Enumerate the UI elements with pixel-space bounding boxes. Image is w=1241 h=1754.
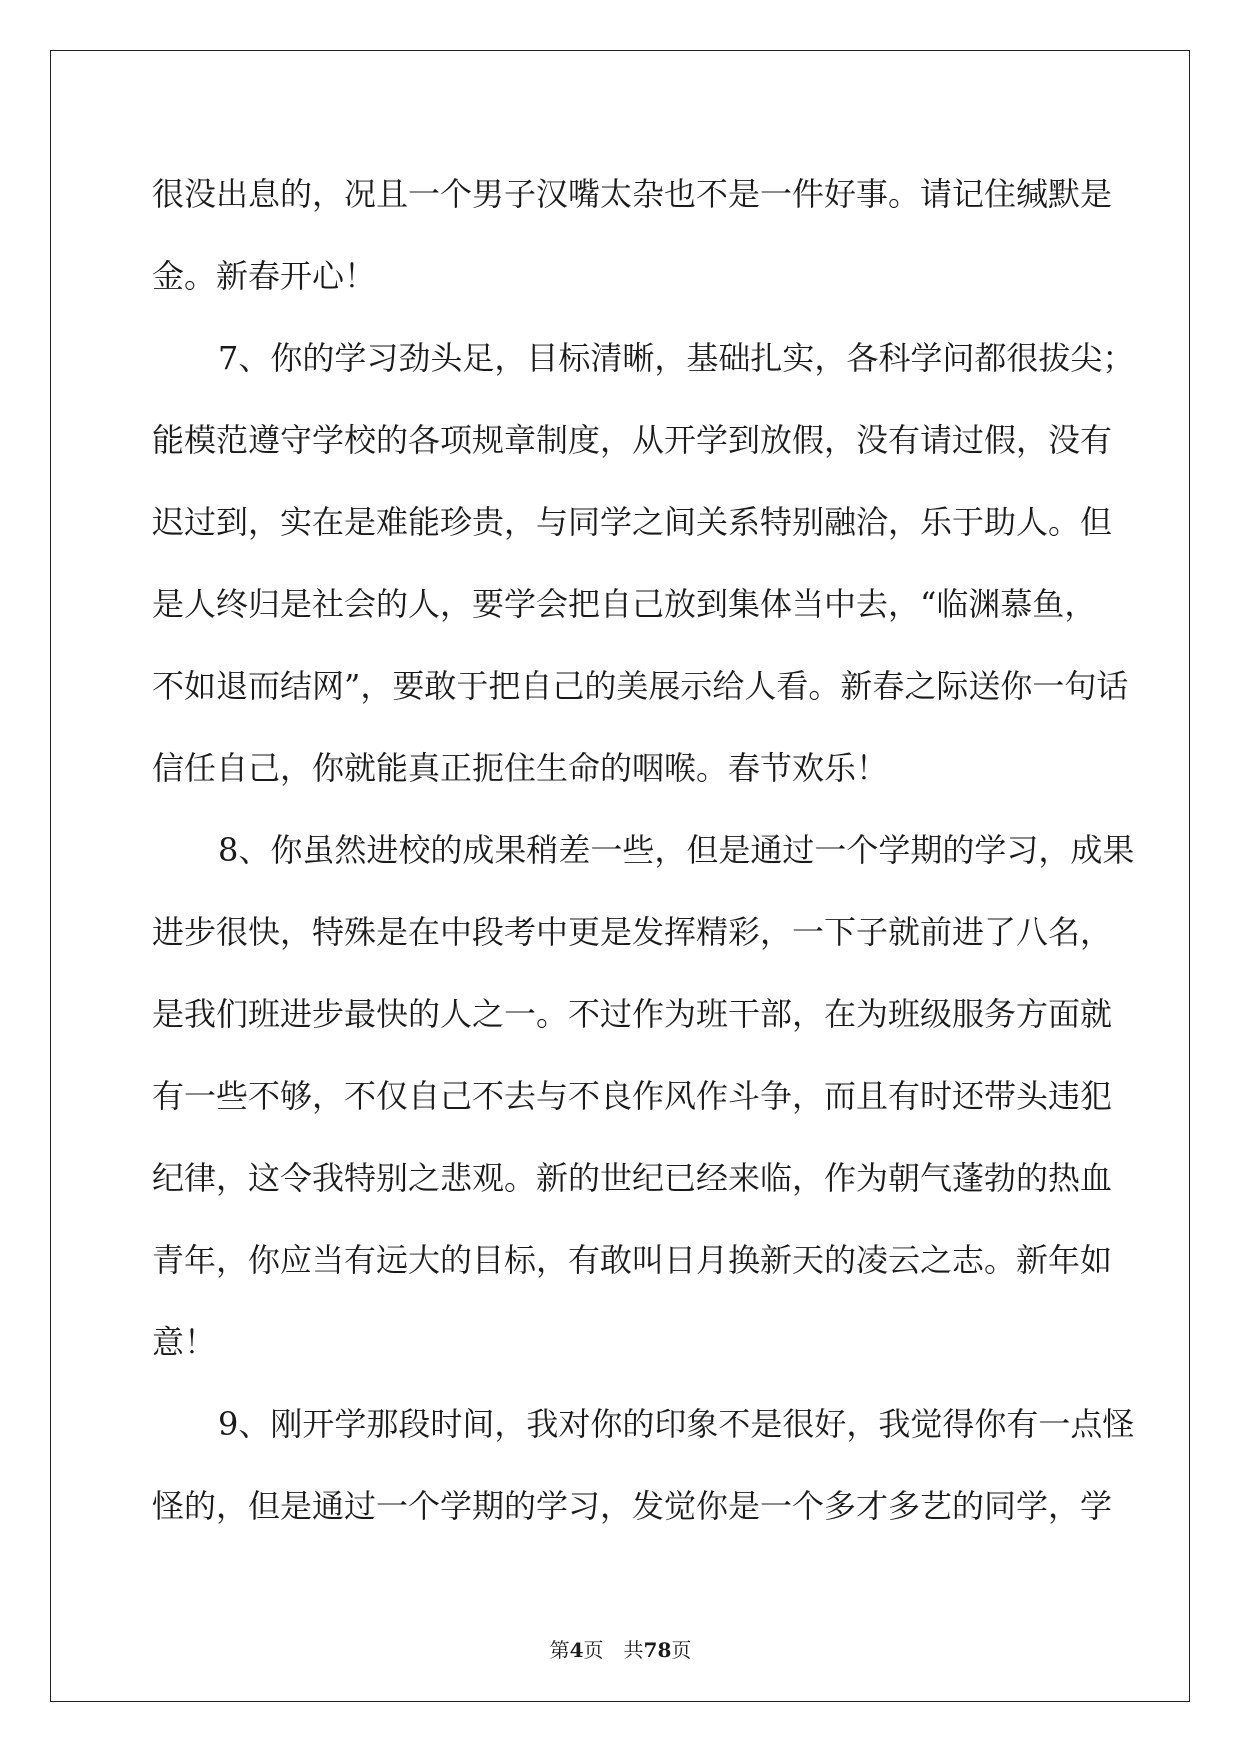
text-line: 是我们班进步最快的人之一。不过作为班干部，在为班级服务方面就	[152, 995, 1113, 1033]
text-line: 青年，你应当有远大的目标，有敢叫日月换新天的凌云之志。新年如	[152, 1241, 1113, 1279]
footer-middle: 页 共	[583, 1638, 644, 1662]
paragraph-start-7: 7、你的学习劲头足，目标清晰，基础扎实，各科学问都很拔尖；	[218, 339, 1135, 377]
text-line: 是人终归是社会的人，要学会把自己放到集体当中去，“临渊慕鱼，	[152, 585, 1097, 623]
text-line: 迟过到，实在是难能珍贵，与同学之间关系特别融洽，乐于助人。但	[152, 503, 1113, 541]
page-footer	[0, 1634, 1241, 1663]
text-line: 怪的，但是通过一个学期的学习，发觉你是一个多才多艺的同学，学	[152, 1487, 1113, 1525]
paragraph-start-8: 8、你虽然进校的成果稍差一些，但是通过一个学期的学习，成果	[218, 831, 1135, 869]
paragraph-start-9: 9、刚开学那段时间，我对你的印象不是很好，我觉得你有一点怪	[218, 1405, 1135, 1443]
document-body	[152, 158, 1135, 1552]
text-line: 进步很快，特殊是在中段考中更是发挥精彩，一下子就前进了八名，	[152, 913, 1113, 951]
text-line: 有一些不够，不仅自己不去与不良作风作斗争，而且有时还带头违犯	[152, 1077, 1113, 1115]
text-line: 能模范遵守学校的各项规章制度，从开学到放假，没有请过假，没有	[152, 421, 1113, 459]
text-line: 意！	[152, 1323, 217, 1361]
footer-suffix: 页	[671, 1638, 692, 1662]
text-line: 金。新春开心！	[152, 257, 377, 295]
page-total: 78	[643, 1638, 672, 1662]
footer-prefix: 第	[549, 1638, 570, 1662]
text-line: 很没出息的，况且一个男子汉嘴太杂也不是一件好事。请记住缄默是	[152, 175, 1113, 213]
text-line: 纪律，这令我特别之悲观。新的世纪已经来临，作为朝气蓬勃的热血	[152, 1159, 1113, 1197]
text-line: 信任自己，你就能真正扼住生命的咽喉。春节欢乐！	[152, 749, 889, 787]
page-number: 4	[569, 1638, 584, 1662]
text-line: 不如退而结网”，要敢于把自己的美展示给人看。新春之际送你一句话	[152, 667, 1129, 705]
